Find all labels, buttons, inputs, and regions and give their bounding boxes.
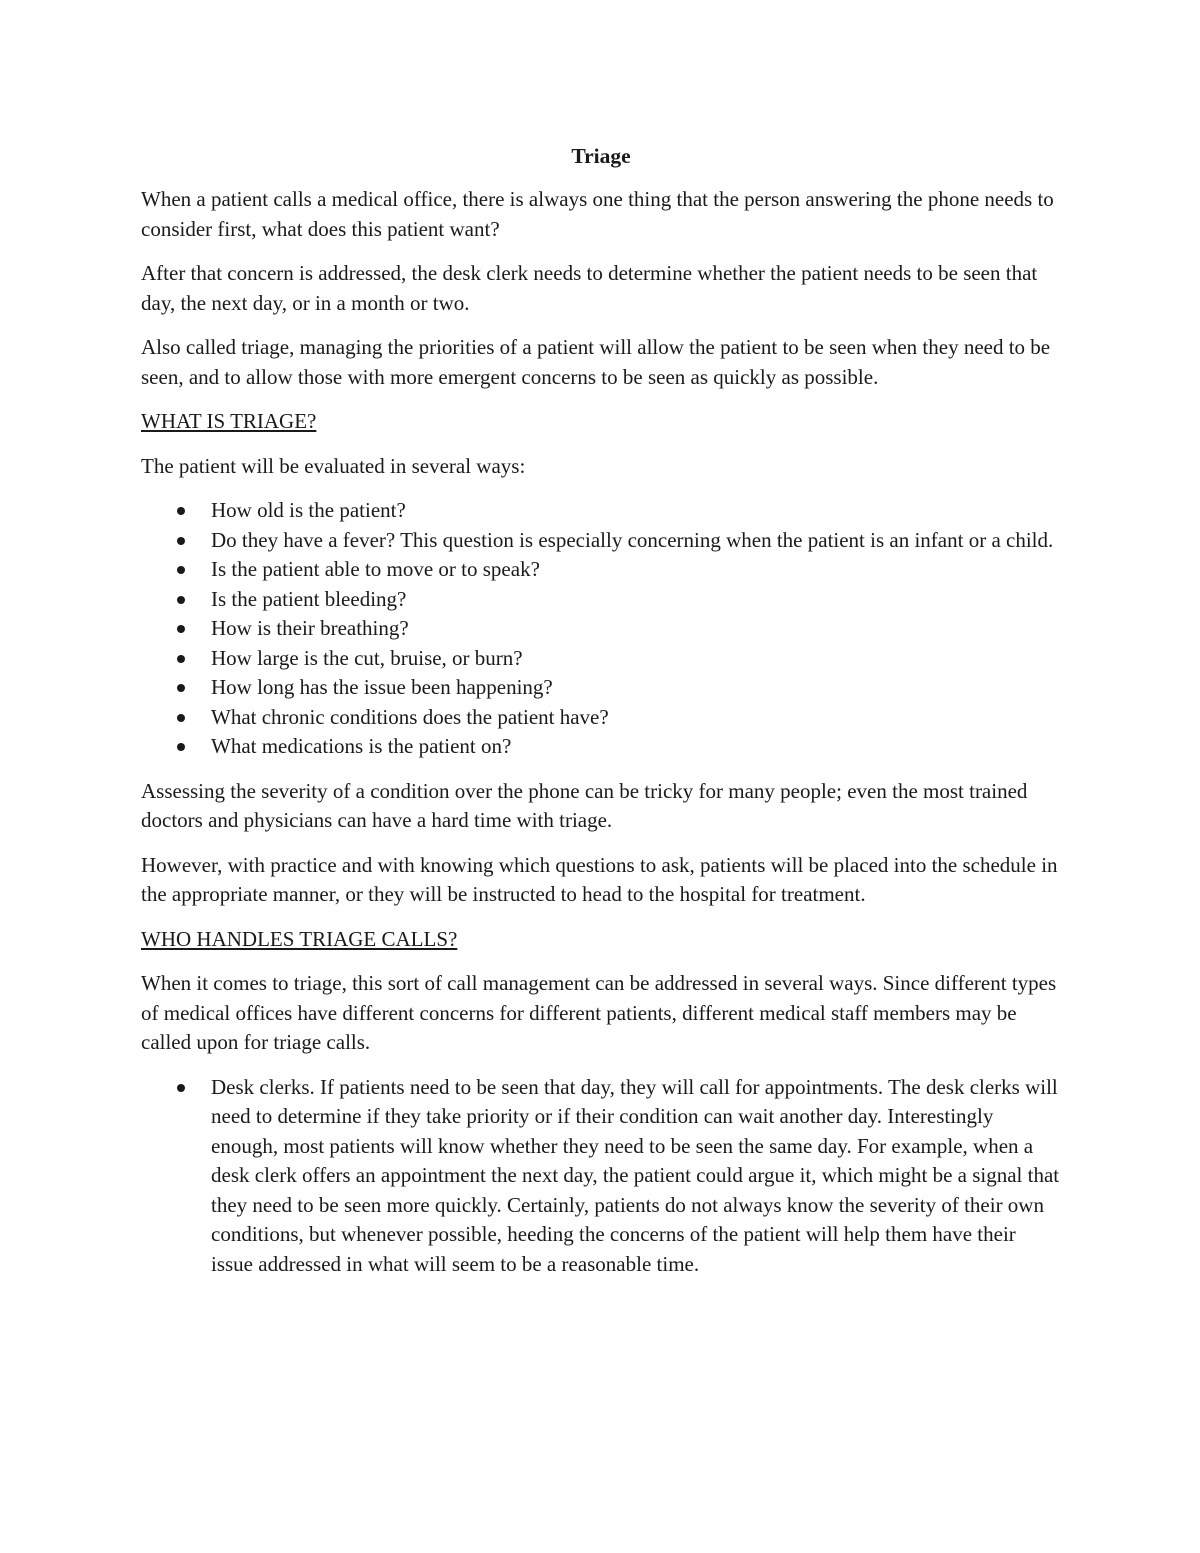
list-item-text: Is the patient bleeding?: [211, 586, 407, 611]
bullet-icon: [177, 714, 185, 722]
list-item-text: How is their breathing?: [211, 616, 409, 640]
document-page: [141, 141, 1061, 1294]
evaluation-list: [141, 496, 1061, 762]
section1-lead: The patient will be evaluated in several ways:: [141, 453, 526, 478]
list-item: [141, 614, 1061, 644]
list-item: [141, 585, 1061, 615]
list-item-text: Desk clerks. If patients need to be seen that day, they will call for appointments. The desk clerks will need to determine if they take priority or if their condition can wait another day. Interestingly enough, most patients will know whether they need to be seen the same day. For example, when a desk clerk offers an appointment the next day, the patient could argue it, which might be a signal that they need to be seen more quickly. Certainly, patients do not always know the severity of their own conditions, but whenever possible, heeding the concerns of the patient will help them have their issue addressed in what will seem to be a reasonable time.: [211, 1074, 1060, 1276]
list-item-text: What chronic conditions does the patient have?: [211, 704, 609, 729]
list-item-text: Is the patient able to move or to speak?: [211, 557, 540, 581]
list-item-text: How old is the patient?: [211, 498, 406, 522]
bullet-icon: [177, 655, 185, 663]
section-heading-who-handles-triage: WHO HANDLES TRIAGE CALLS?: [141, 926, 458, 951]
list-item-text: How large is the cut, bruise, or burn?: [211, 645, 523, 670]
bullet-icon: [177, 684, 185, 692]
section2-lead: When it comes to triage, this sort of call management can be addressed in several ways. Since different types of medical offices have different concerns for different patients, different medical staff members may be called upon for triage calls.: [141, 971, 1057, 1054]
section1-paragraph-2: However, with practice and with knowing which questions to ask, patients will be placed into the schedule in the appropriate manner, or they will be instructed to head to the hospital for treatment.: [141, 852, 1058, 906]
list-item: [141, 673, 1061, 703]
section1-paragraph-1: Assessing the severity of a condition over the phone can be tricky for many people; even the most trained doctors and physicians can have a hard time with triage.: [141, 778, 1028, 832]
list-item: [141, 703, 1061, 733]
list-item-text: Do they have a fever? This question is especially concerning when the patient is an infant or a child.: [211, 527, 1054, 552]
bullet-icon: [177, 507, 185, 515]
bullet-icon: [177, 537, 185, 545]
bullet-icon: [177, 566, 185, 574]
list-item: [141, 1073, 1061, 1280]
list-item: [141, 555, 1061, 585]
intro-paragraph-2: After that concern is addressed, the desk clerk needs to determine whether the patient needs to be seen that day, the next day, or in a month or two.: [141, 261, 1038, 315]
list-item: [141, 496, 1061, 526]
staff-list: [141, 1073, 1061, 1280]
list-item: [141, 644, 1061, 674]
bullet-icon: [177, 625, 185, 633]
bullet-icon: [177, 1084, 185, 1092]
list-item: [141, 732, 1061, 762]
page-title: Triage: [571, 144, 631, 168]
list-item: [141, 526, 1061, 556]
list-item-text: How long has the issue been happening?: [211, 675, 553, 699]
bullet-icon: [177, 596, 185, 604]
section-heading-what-is-triage: WHAT IS TRIAGE?: [141, 409, 317, 433]
list-item-text: What medications is the patient on?: [211, 734, 512, 758]
intro-paragraph-1: When a patient calls a medical office, there is always one thing that the person answering the phone needs to consider first, what does this patient want?: [141, 187, 1054, 241]
bullet-icon: [177, 743, 185, 751]
intro-paragraph-3: Also called triage, managing the priorities of a patient will allow the patient to be seen when they need to be seen, and to allow those with more emergent concerns to be seen as quickly as possible.: [141, 335, 1051, 389]
